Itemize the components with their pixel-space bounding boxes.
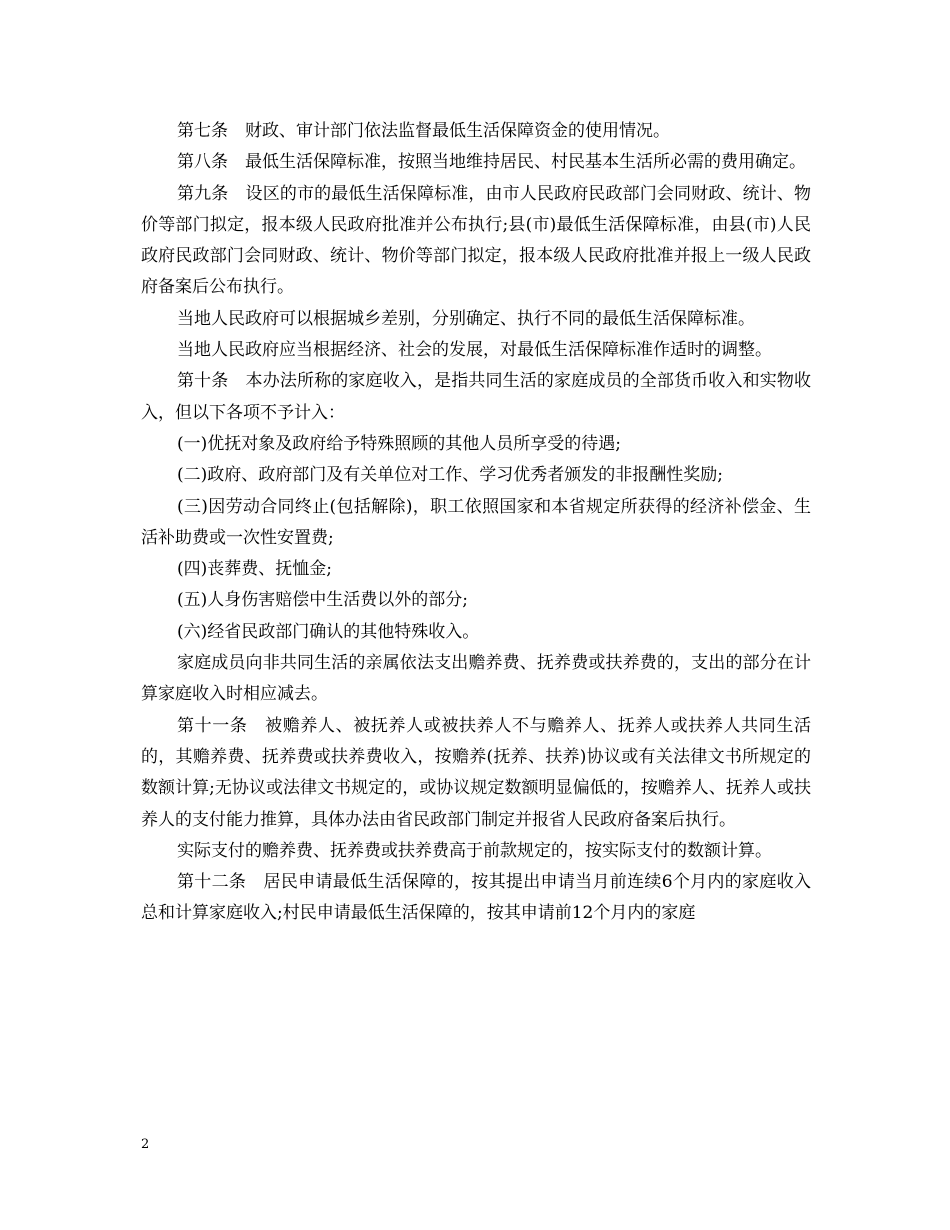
exclusion-item-3: (三)因劳动合同终止(包括解除)，职工依照国家和本省规定所获得的经济补偿金、生活补助费或一次性安置费; xyxy=(141,496,811,548)
article-9-urban-rural-paragraph: 当地人民政府可以根据城乡差别，分别确定、执行不同的最低生活保障标准。 xyxy=(177,308,755,329)
exclusion-item-1: (一)优抚对象及政府给予特殊照顾的其他人员所享受的待遇; xyxy=(177,433,621,454)
support-deduction-paragraph: 家庭成员向非共同生活的亲属依法支出赡养费、抚养费或扶养费的，支出的部分在计算家庭收入时相应减去。 xyxy=(141,653,811,705)
article-7-paragraph: 第七条 财政、审计部门依法监督最低生活保障资金的使用情况。 xyxy=(177,121,670,141)
article-9-paragraph: 第九条 设区的市的最低生活保障标准，由市人民政府民政部门会同财政、统计、物价等部门拟定，报本级人民政府批准并公布执行;县(市)最低生活保障标准，由县(市)人民政府民政部门会同财政、统计、物价等部门拟定，报本级人民政府批准并报上一级人民政府备案后公布执行。 xyxy=(141,183,811,298)
article-11-paragraph: 第十一条 被赡养人、被抚养人或被扶养人不与赡养人、抚养人或扶养人共同生活的，其赡养费、抚养费或扶养费收入，按赡养(抚养、扶养)协议或有关法律文书所规定的数额计算;无协议或法律文书规定的，或协议规定数额明显偏低的，按赡养人、抚养人或扶养人的支付能力推算，具体办法由省民政部门制定并报省人民政府备案后执行。 xyxy=(141,715,811,830)
exclusion-item-4: (四)丧葬费、抚恤金; xyxy=(177,559,332,580)
exclusion-item-2: (二)政府、政府部门及有关单位对工作、学习优秀者颁发的非报酬性奖励; xyxy=(177,465,723,486)
page-number: 2 xyxy=(141,1137,150,1152)
article-8-paragraph: 第八条 最低生活保障标准，按照当地维持居民、村民基本生活所必需的费用确定。 xyxy=(177,152,806,173)
article-10-paragraph: 第十条 本办法所称的家庭收入，是指共同生活的家庭成员的全部货币收入和实物收入，但以下各项不予计入： xyxy=(141,371,811,423)
exclusion-item-6: (六)经省民政部门确认的其他特殊收入。 xyxy=(177,621,480,642)
document-body xyxy=(141,116,811,930)
article-12-paragraph: 第十二条 居民申请最低生活保障的，按其提出申请当月前连续6个月内的家庭收入总和计算家庭收入;村民申请最低生活保障的，按其申请前12个月内的家庭 xyxy=(141,872,811,924)
exclusion-item-5: (五)人身伤害赔偿中生活费以外的部分; xyxy=(177,590,468,611)
article-9-adjustment-paragraph: 当地人民政府应当根据经济、社会的发展，对最低生活保障标准作适时的调整。 xyxy=(177,340,772,361)
article-11-actual-payment-paragraph: 实际支付的赡养费、抚养费或扶养费高于前款规定的，按实际支付的数额计算。 xyxy=(177,840,772,861)
